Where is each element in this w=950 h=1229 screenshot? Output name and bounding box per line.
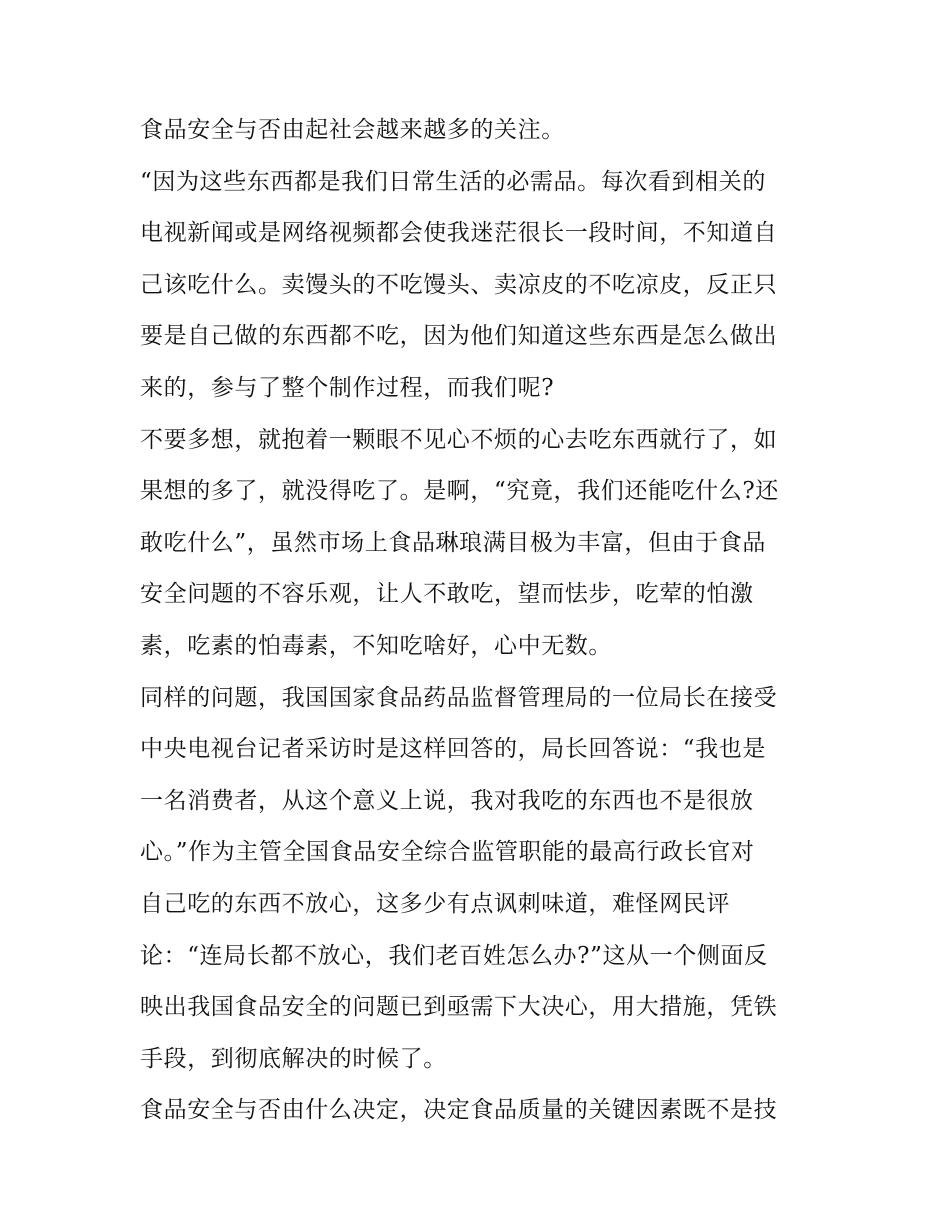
text-line: 来的，参与了整个制作过程，而我们呢? <box>140 374 555 401</box>
text-line: 敢吃什么”，虽然市场上食品琳琅满目极为丰富，但由于食品 <box>140 529 766 556</box>
text-line: 同样的问题，我国国家食品药品监督管理局的一位局长在接受 <box>140 684 778 711</box>
text-line: 果想的多了，就没得吃了。是啊，“究竟，我们还能吃什么?还 <box>140 478 779 505</box>
text-line: 己该吃什么。卖馒头的不吃馒头、卖凉皮的不吃凉皮，反正只 <box>140 271 778 298</box>
text-line: 不要多想，就抱着一颗眼不见心不烦的心去吃东西就行了，如 <box>140 426 778 453</box>
text-line: 食品安全与否由起社会越来越多的关注。 <box>140 117 565 143</box>
text-line: 心。”作为主管全国食品安全综合监管职能的最高行政长官对 <box>140 839 755 866</box>
text-line: 要是自己做的东西都不吃，因为他们知道这些东西是怎么做出 <box>140 323 778 350</box>
text-line: 论：“连局长都不放心，我们老百姓怎么办?”这从一个侧面反 <box>140 942 768 969</box>
text-line: “因为这些东西都是我们日常生活的必需品。每次看到相关的 <box>140 168 766 195</box>
text-line: 安全问题的不容乐观，让人不敢吃，望而怯步，吃荤的怕激 <box>140 581 754 608</box>
text-line: 一名消费者，从这个意义上说，我对我吃的东西也不是很放 <box>140 787 754 814</box>
text-line: 电视新闻或是网络视频都会使我迷茫很长一段时间，不知道自 <box>140 220 778 247</box>
text-line: 素，吃素的怕毒素，不知吃啥好，心中无数。 <box>140 632 612 659</box>
text-line: 中央电视台记者采访时是这样回答的，局长回答说：“我也是 <box>140 736 766 763</box>
text-line: 自己吃的东西不放心，这多少有点讽刺味道，难怪网民评 <box>140 890 730 917</box>
text-line: 映出我国食品安全的问题已到亟需下大决心，用大措施，凭铁 <box>140 994 778 1021</box>
text-line: 手段，到彻底解决的时候了。 <box>140 1045 447 1072</box>
text-line: 食品安全与否由什么决定，决定食品质量的关键因素既不是技 <box>140 1097 778 1124</box>
document-body <box>140 110 814 1142</box>
